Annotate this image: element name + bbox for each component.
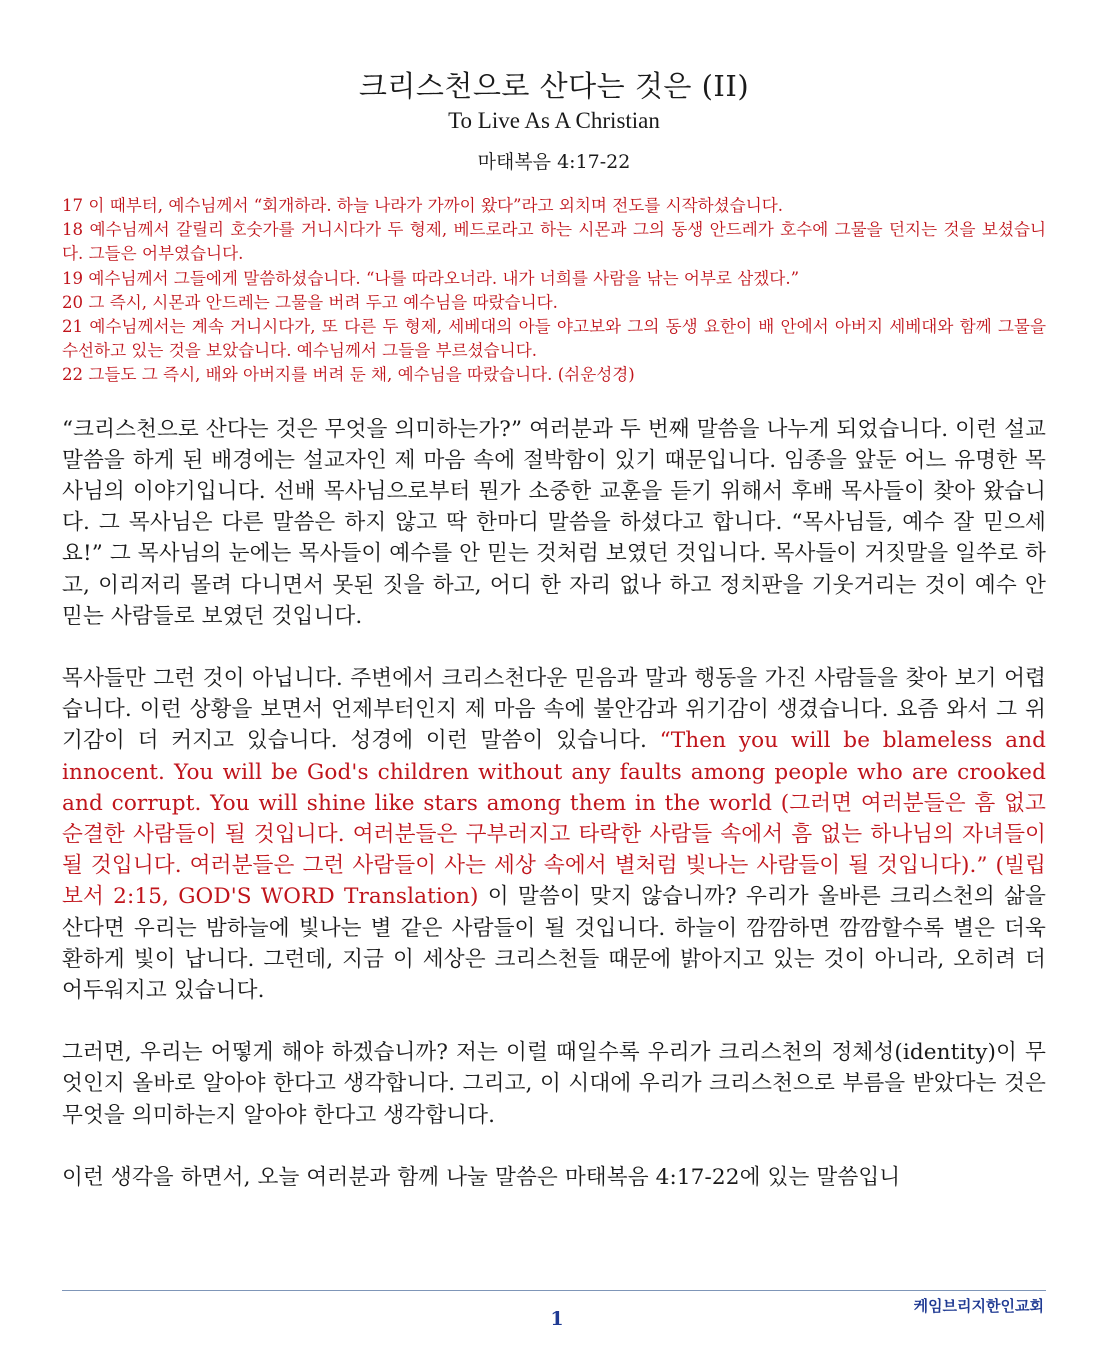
footer-divider [62, 1290, 1046, 1291]
verse-22: 22 그들도 그 즉시, 배와 아버지를 버려 둔 채, 예수님을 따랐습니다. (쉬운성경) [62, 365, 635, 385]
paragraph-2-intro: 목사들만 그런 것이 아닙니다. 주변에서 크리스천다운 믿음과 말과 행동을 가진 사람들을 찾아 보기 어렵습니다. 이런 상황을 보면서 언제부터인지 제 마음 속에 불안감과 위기감이 생겼습니다. 요즘 와서 그 위기감이 더 커지고 있습니다. 성경에 이런 말씀이 있습니다. [62, 666, 1046, 754]
paragraph-2-end: 이 말씀이 맞지 않습니까? 우리가 올바른 크리스천의 삶을 산다면 우리는 밤하늘에 빛나는 별 같은 사람들이 될 것입니다. 하늘이 깜깜하면 깜깜할수록 별은 더욱 환하게 빛이 납니다. 그런데, 지금 이 세상은 크리스천들 때문에 밝아지고 있는 것이 아니라, 오히려 더 어두워지고 있습니다. [62, 884, 1046, 1004]
church-name: 케임브리지한인교회 [913, 1297, 1044, 1315]
paragraph-2 [62, 663, 1046, 1006]
page-number: 1 [550, 1308, 564, 1330]
verse-18: 18 예수님께서 갈릴리 호숫가를 거니시다가 두 형제, 베드로라고 하는 시몬과 그의 동생 안드레가 호수에 그물을 던지는 것을 보셨습니다. 그들은 어부였습니다. [62, 220, 1046, 264]
sermon-title: 크리스천으로 산다는 것은 (II) [358, 69, 750, 103]
paragraph-3: 그러면, 우리는 어떻게 해야 하겠습니까? 저는 이럴 때일수록 우리가 크리스천의 정체성(identity)이 무엇인지 올바로 알아야 한다고 생각합니다. 그리고, 이 시대에 우리가 크리스천으로 부름을 받았다는 것은 무엇을 의미하는지 알아야 한다고 생각합니다. [62, 1040, 1046, 1128]
philippians-quote: “Then you will be blameless and innocent. You will be God's children without any faults among people who are crooked and corrupt. You will shine like stars among them in the world (그러면 여러분들은 흠 없고 순결한 사람들이 될 것입니다. 여러분들은 구부러지고 타락한 사람들 속에서 흠 없는 하나님의 자녀들이 될 것입니다. 여러분들은 그런 사람들이 사는 세상 속에서 별처럼 빛나는 사람들이 될 것입니다).” (빌립보서 2:15, GOD'S WORD Translation) [62, 728, 1046, 910]
verse-17: 17 이 때부터, 예수님께서 “회개하라. 하늘 나라가 가까이 왔다”라고 외치며 전도를 시작하셨습니다. [62, 196, 784, 215]
sermon-body [62, 414, 1046, 1193]
verse-19: 19 예수님께서 그들에게 말씀하셨습니다. “나를 따라오너라. 내가 너희를 사람을 낚는 어부로 삼겠다.” [62, 268, 800, 288]
verse-20: 20 그 즉시, 시몬과 안드레는 그물을 버려 두고 예수님을 따랐습니다. [62, 292, 558, 312]
document-page [62, 66, 1046, 1193]
paragraph-1: “크리스천으로 산다는 것은 무엇을 의미하는가?” 여러분과 두 번째 말씀을 나누게 되었습니다. 이런 설교 말씀을 하게 된 배경에는 설교자인 제 마음 속에 절박함이 있기 때문입니다. 임종을 앞둔 어느 유명한 목사님의 이야기입니다. 선배 목사님으로부터 뭔가 소중한 교훈을 듣기 위해서 후배 목사들이 찾아 왔습니다. 그 목사님은 다른 말씀은 하지 않고 딱 한마디 말씀을 하셨다고 합니다. “목사님들, 예수 잘 믿으세요!” 그 목사님의 눈에는 목사들이 예수를 안 믿는 것처럼 보였던 것입니다. 목사들이 거짓말을 일쑤로 하고, 이리저리 몰려 다니면서 못된 짓을 하고, 어디 한 자리 없나 하고 정치판을 기웃거리는 것이 예수 안 믿는 사람들로 보였던 것입니다. [62, 416, 1046, 629]
scripture-passage [62, 194, 1046, 388]
verse-21: 21 예수님께서는 계속 거니시다가, 또 다른 두 형제, 세베대의 아들 야고보와 그의 동생 요한이 배 안에서 아버지 세베대와 함께 그물을 수선하고 있는 것을 보았습니다. 예수님께서 그들을 부르셨습니다. [62, 317, 1046, 361]
sermon-subtitle: To Live As A Christian [448, 108, 660, 133]
paragraph-4: 이런 생각을 하면서, 오늘 여러분과 함께 나눌 말씀은 마태복음 4:17-22에 있는 말씀입니 [62, 1164, 901, 1190]
scripture-reference: 마태복음 4:17-22 [477, 151, 631, 173]
